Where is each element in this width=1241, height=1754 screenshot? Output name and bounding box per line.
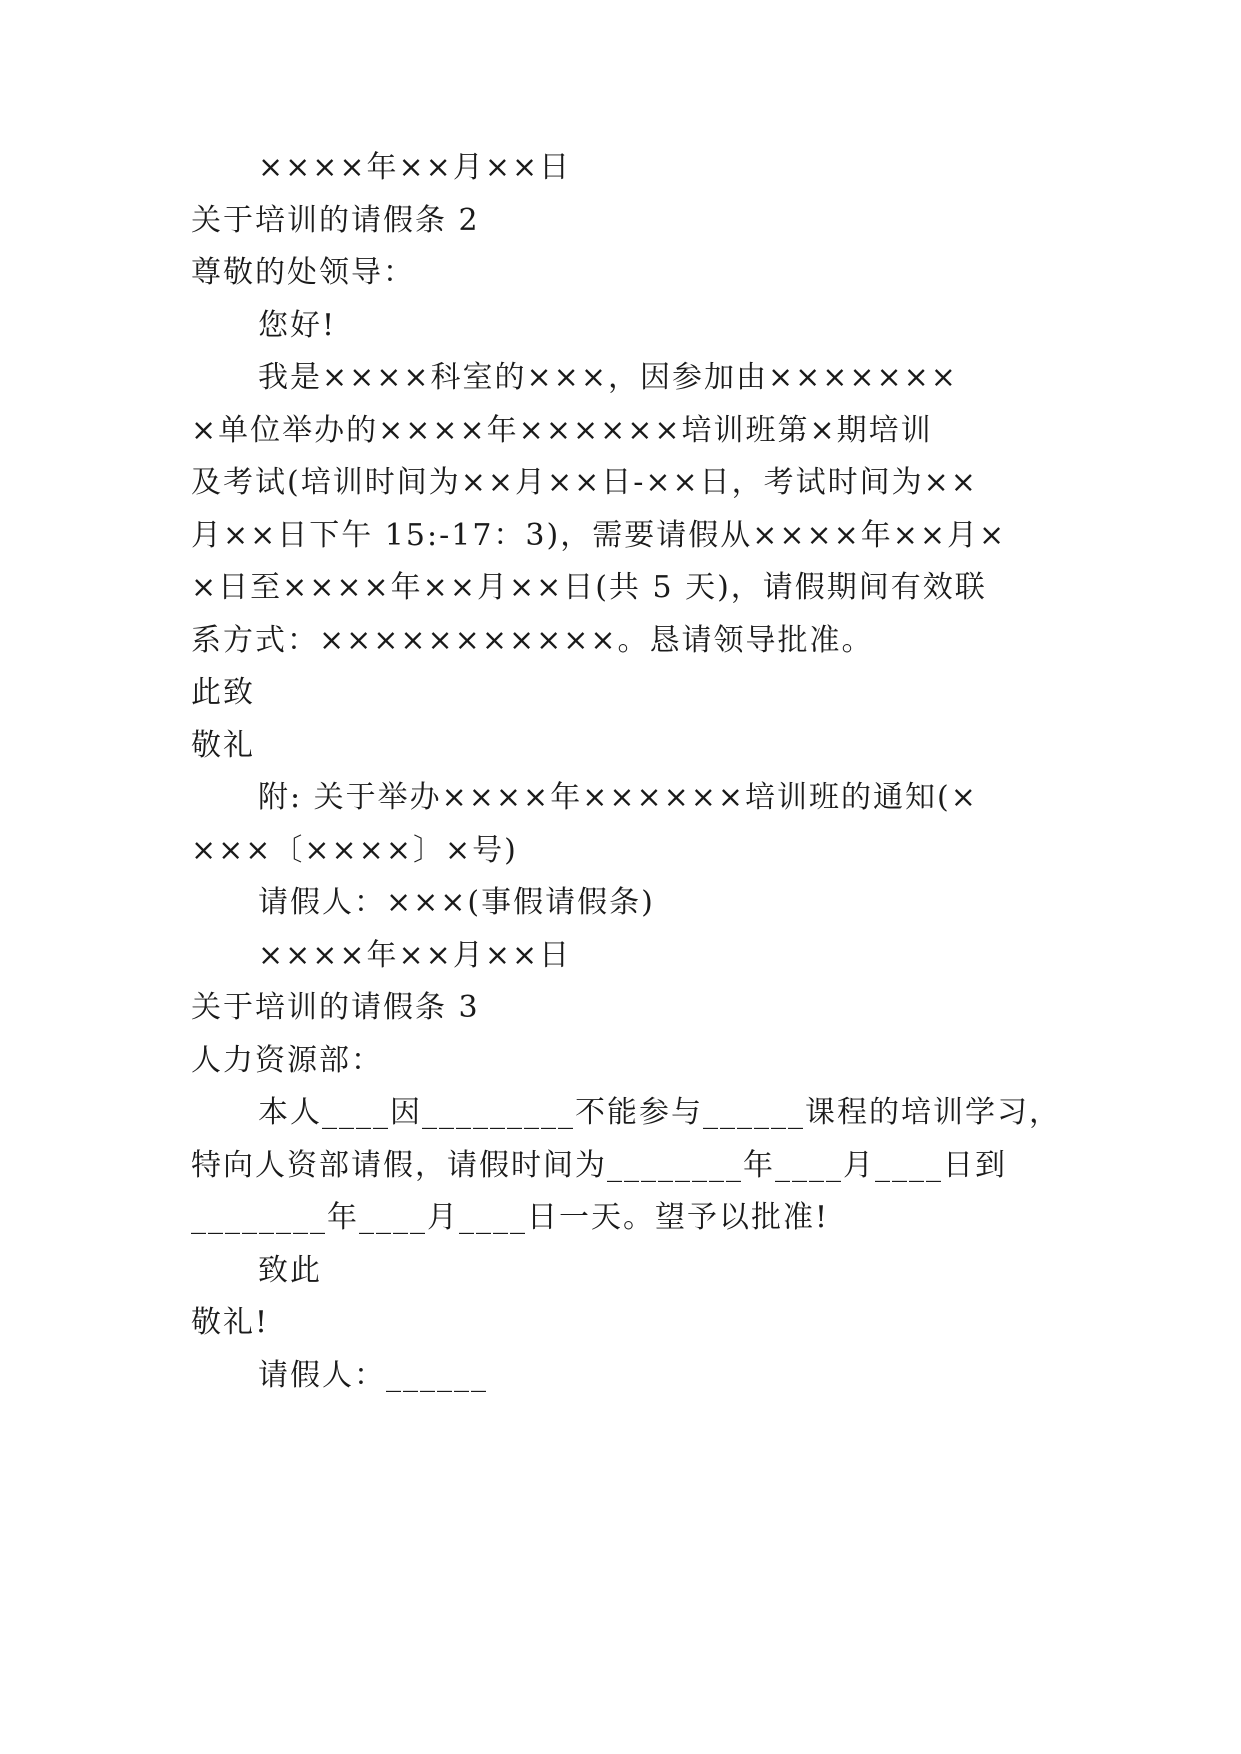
salutation: 人力资源部：: [191, 1043, 383, 1078]
signature-line: 请假人：______: [258, 1358, 488, 1393]
closing-regards: 敬礼!: [191, 1305, 270, 1340]
greeting: 您好!: [258, 308, 337, 343]
date-line: ××××年××月××日: [258, 938, 572, 973]
body-line: 我是××××科室的×××，因参加由×××××××: [258, 360, 958, 395]
section-title-2: 关于培训的请假条 2: [191, 203, 480, 238]
body-line: 特向人资部请假，请假时间为________年____月____日到: [191, 1148, 1007, 1183]
body-line: 及考试(培训时间为××月××日-××日，考试时间为××: [191, 465, 978, 500]
body-line: ×日至××××年××月××日(共 5 天)，请假期间有效联: [191, 570, 987, 605]
body-line: ×单位举办的××××年××××××培训班第×期培训: [191, 413, 933, 448]
closing-line: 此致: [191, 675, 255, 710]
salutation: 尊敬的处领导：: [191, 255, 415, 290]
attachment-line: ×××〔××××〕×号): [191, 833, 518, 868]
closing-regards: 敬礼: [191, 728, 255, 763]
attachment-line: 附: 关于举办××××年××××××培训班的通知(×: [258, 780, 978, 815]
body-line: ________年____月____日一天。望予以批准!: [191, 1200, 830, 1235]
section-title-3: 关于培训的请假条 3: [191, 990, 480, 1025]
body-line: 系方式：×××××××××××。恳请领导批准。: [191, 623, 874, 658]
body-line: 本人____因_________不能参与______课程的培训学习，: [258, 1095, 1061, 1130]
date-line: ××××年××月××日: [258, 150, 572, 185]
signature-line: 请假人：×××(事假请假条): [258, 885, 655, 920]
closing-line: 致此: [258, 1253, 322, 1288]
body-line: 月××日下午 15:-17：3)，需要请假从××××年××月×: [191, 518, 1007, 553]
